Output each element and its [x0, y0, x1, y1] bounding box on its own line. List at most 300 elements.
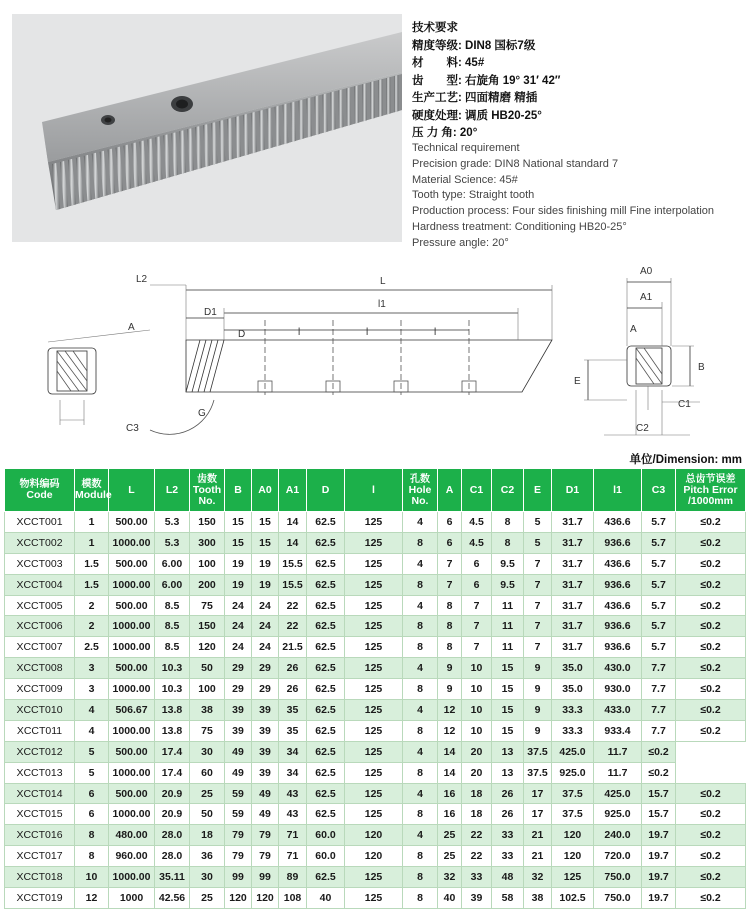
- table-cell: 5.7: [642, 574, 676, 595]
- table-cell: 750.0: [594, 888, 642, 909]
- table-cell: ≤0.2: [676, 783, 746, 804]
- cell-code: XCCT011: [5, 720, 75, 741]
- table-cell: 15: [492, 700, 524, 721]
- rack-tooth: [386, 77, 390, 114]
- table-cell: 28.0: [155, 825, 190, 846]
- table-cell: 25: [438, 825, 462, 846]
- column-header: [462, 469, 492, 512]
- table-cell: 62.5: [307, 700, 345, 721]
- table-cell: 50: [190, 804, 225, 825]
- table-cell: 8: [438, 637, 462, 658]
- table-cell: 12: [438, 700, 462, 721]
- table-cell: 20.9: [155, 804, 190, 825]
- table-cell: 436.6: [594, 553, 642, 574]
- table-cell: 19.7: [642, 867, 676, 888]
- table-cell: 4: [403, 512, 438, 533]
- table-cell: 33.3: [552, 700, 594, 721]
- table-cell: 125: [345, 616, 403, 637]
- table-cell: 18: [462, 783, 492, 804]
- table-cell: 5: [75, 762, 109, 783]
- table-cell: 20.9: [155, 783, 190, 804]
- table-cell: 17.4: [155, 762, 190, 783]
- table-cell: 14: [279, 532, 307, 553]
- table-cell: 22: [279, 595, 307, 616]
- table-cell: 25: [190, 888, 225, 909]
- table-cell: 60: [190, 762, 225, 783]
- table-cell: 6: [75, 804, 109, 825]
- table-cell: 8: [403, 720, 438, 741]
- cell-code: XCCT009: [5, 679, 75, 700]
- table-cell: 31.7: [552, 512, 594, 533]
- table-cell: 6: [438, 512, 462, 533]
- table-cell: 22: [462, 825, 492, 846]
- table-header-row: [5, 469, 746, 512]
- column-header: [676, 469, 746, 512]
- table-cell: 14: [438, 762, 462, 783]
- column-header-en: l1: [613, 483, 622, 496]
- table-cell: 19: [252, 574, 279, 595]
- table-cell: 62.5: [307, 637, 345, 658]
- table-cell: 7: [524, 595, 552, 616]
- table-cell: 5.7: [642, 616, 676, 637]
- rack-tooth: [338, 89, 343, 128]
- table-cell: 6.00: [155, 574, 190, 595]
- table-cell: 79: [252, 846, 279, 867]
- column-header-en: A: [445, 483, 454, 496]
- table-cell: 12: [75, 888, 109, 909]
- table-cell: 39: [462, 888, 492, 909]
- table-cell: 15: [225, 512, 252, 533]
- table-cell: 71: [279, 846, 307, 867]
- column-header: [524, 469, 552, 512]
- table-cell: 31.7: [552, 553, 594, 574]
- table-cell: 4: [403, 553, 438, 574]
- table-cell: 436.6: [594, 595, 642, 616]
- table-cell: 1000.00: [109, 679, 155, 700]
- table-cell: 8: [403, 637, 438, 658]
- table-cell: 39: [252, 741, 279, 762]
- table-cell: 16: [438, 804, 462, 825]
- column-header-en: L: [128, 483, 135, 496]
- column-header: [155, 469, 190, 512]
- table-cell: 9: [438, 679, 462, 700]
- table-cell: 22: [462, 846, 492, 867]
- table-cell: 7: [438, 553, 462, 574]
- table-cell: 1000.00: [109, 867, 155, 888]
- spec-cn-line: 精度等级: DIN8 国标7级: [412, 39, 536, 52]
- column-header: [279, 469, 307, 512]
- table-cell: 39: [225, 720, 252, 741]
- column-header: [552, 469, 594, 512]
- table-cell: 49: [225, 762, 252, 783]
- table-cell: 14: [279, 512, 307, 533]
- table-cell: 19.7: [642, 825, 676, 846]
- column-header-en: Code: [26, 489, 53, 501]
- label-C1: C1: [678, 399, 691, 410]
- rack-tooth: [370, 81, 375, 119]
- table-cell: 71: [279, 825, 307, 846]
- table-cell: 35.0: [552, 679, 594, 700]
- table-cell: 7: [524, 616, 552, 637]
- label-l: l: [298, 327, 301, 338]
- label-C2: C2: [636, 423, 649, 434]
- table-cell: 62.5: [307, 574, 345, 595]
- table-cell: 8.5: [155, 616, 190, 637]
- table-cell: 240.0: [594, 825, 642, 846]
- table-cell: 62.5: [307, 783, 345, 804]
- top-section: [0, 0, 750, 249]
- table-cell: 39: [252, 762, 279, 783]
- column-header: [438, 469, 462, 512]
- column-header: [642, 469, 676, 512]
- table-cell: 19: [252, 553, 279, 574]
- column-header-en: D: [321, 483, 330, 496]
- label-B: B: [698, 362, 705, 373]
- table-cell: 7: [524, 553, 552, 574]
- table-cell: 35.0: [552, 658, 594, 679]
- spec-cn-line: 齿 型: 右旋角 19° 31′ 42″: [412, 74, 561, 87]
- cell-code: XCCT017: [5, 846, 75, 867]
- table-cell: 26: [492, 783, 524, 804]
- rack-tooth: [354, 85, 359, 123]
- table-cell: 30: [190, 867, 225, 888]
- table-cell: 425.0: [552, 741, 594, 762]
- table-cell: 433.0: [594, 700, 642, 721]
- table-cell: 40: [307, 888, 345, 909]
- table-cell: 8: [403, 846, 438, 867]
- table-cell: 430.0: [594, 658, 642, 679]
- label-A-right: A: [630, 324, 637, 335]
- table-cell: 4.5: [462, 532, 492, 553]
- table-cell: 62.5: [307, 867, 345, 888]
- table-cell: 49: [252, 804, 279, 825]
- table-cell: 4: [403, 825, 438, 846]
- table-cell: ≤0.2: [676, 512, 746, 533]
- table-cell: 10: [462, 658, 492, 679]
- table-cell: 7.7: [642, 700, 676, 721]
- table-cell: 750.0: [594, 867, 642, 888]
- table-cell: 11: [492, 637, 524, 658]
- table-cell: 62.5: [307, 512, 345, 533]
- table-cell: 3: [75, 658, 109, 679]
- table-cell: 9: [524, 658, 552, 679]
- label-A1: A1: [640, 292, 653, 303]
- table-cell: 500.00: [109, 512, 155, 533]
- label-l1: l1: [378, 299, 386, 310]
- table-cell: 8.5: [155, 637, 190, 658]
- table-cell: 120: [345, 846, 403, 867]
- table-cell: 62.5: [307, 720, 345, 741]
- table-row: [5, 867, 746, 888]
- table-cell: 24: [252, 595, 279, 616]
- table-cell: 40: [438, 888, 462, 909]
- table-cell: 10: [462, 679, 492, 700]
- table-cell: 120: [225, 888, 252, 909]
- table-cell: 17: [524, 804, 552, 825]
- table-cell: 7: [438, 574, 462, 595]
- table-cell: 21.5: [279, 637, 307, 658]
- table-cell: 8: [403, 762, 438, 783]
- table-cell: 5: [524, 512, 552, 533]
- table-cell: 6: [462, 553, 492, 574]
- table-cell: 10.3: [155, 658, 190, 679]
- column-header: [345, 469, 403, 512]
- column-header: [109, 469, 155, 512]
- cell-code: XCCT019: [5, 888, 75, 909]
- table-cell: 720.0: [594, 846, 642, 867]
- table-cell: 8: [492, 512, 524, 533]
- table-cell: 125: [345, 679, 403, 700]
- table-cell: 99: [252, 867, 279, 888]
- table-cell: 19: [225, 574, 252, 595]
- product-photo: [12, 14, 402, 242]
- table-cell: 37.5: [552, 783, 594, 804]
- spec-cn-line: 硬度处理: 调质 HB20-25°: [412, 109, 542, 122]
- cell-code: XCCT001: [5, 512, 75, 533]
- table-cell: 4: [403, 741, 438, 762]
- table-cell: 8: [75, 846, 109, 867]
- table-cell: ≤0.2: [676, 825, 746, 846]
- table-cell: 38: [524, 888, 552, 909]
- table-cell: 7: [524, 637, 552, 658]
- table-cell: 28.0: [155, 846, 190, 867]
- table-row: [5, 720, 746, 741]
- table-cell: 500.00: [109, 553, 155, 574]
- table-cell: ≤0.2: [676, 532, 746, 553]
- spec-en-line: Pressure angle: 20°: [412, 236, 509, 249]
- table-cell: 21: [524, 846, 552, 867]
- table-cell: 59: [225, 804, 252, 825]
- table-cell: 506.67: [109, 700, 155, 721]
- table-cell: 58: [492, 888, 524, 909]
- table-cell: ≤0.2: [676, 553, 746, 574]
- column-header: [492, 469, 524, 512]
- rack-tooth: [394, 75, 398, 112]
- table-cell: 9: [524, 720, 552, 741]
- table-cell: 49: [252, 783, 279, 804]
- spec-cn-line: 材 料: 45#: [412, 57, 485, 69]
- table-cell: ≤0.2: [676, 804, 746, 825]
- table-cell: 1000: [109, 888, 155, 909]
- left-section-view: [48, 330, 150, 425]
- table-cell: 936.6: [594, 637, 642, 658]
- column-header-en: l: [372, 483, 375, 496]
- table-cell: 79: [225, 846, 252, 867]
- table-cell: ≤0.2: [676, 595, 746, 616]
- table-cell: 75: [190, 720, 225, 741]
- table-cell: 60.0: [307, 825, 345, 846]
- rack-tooth: [362, 83, 367, 121]
- table-cell: 37.5: [552, 804, 594, 825]
- table-cell: 8: [438, 616, 462, 637]
- table-cell: 11: [492, 616, 524, 637]
- table-cell: 15: [252, 512, 279, 533]
- table-cell: 13.8: [155, 700, 190, 721]
- table-cell: 5: [75, 741, 109, 762]
- cell-code: XCCT018: [5, 867, 75, 888]
- table-cell: 33.3: [552, 720, 594, 741]
- column-header-cn: 孔数: [410, 473, 430, 485]
- table-cell: ≤0.2: [676, 700, 746, 721]
- table-cell: 26: [279, 658, 307, 679]
- table-cell: 8: [403, 804, 438, 825]
- cell-code: XCCT004: [5, 574, 75, 595]
- table-cell: 24: [252, 616, 279, 637]
- table-cell: 39: [225, 700, 252, 721]
- label-E: E: [574, 376, 581, 387]
- table-cell: 21: [524, 825, 552, 846]
- table-cell: 125: [552, 867, 594, 888]
- spec-en-line: Material Science: 45#: [412, 173, 518, 186]
- table-row: [5, 825, 746, 846]
- table-cell: 29: [225, 658, 252, 679]
- table-cell: 33: [462, 867, 492, 888]
- table-cell: 5: [524, 532, 552, 553]
- table-cell: 49: [225, 741, 252, 762]
- table-cell: 2: [75, 616, 109, 637]
- table-cell: 425.0: [594, 783, 642, 804]
- table-cell: 936.6: [594, 574, 642, 595]
- cell-code: XCCT006: [5, 616, 75, 637]
- table-cell: 5.7: [642, 553, 676, 574]
- table-cell: 125: [345, 658, 403, 679]
- table-cell: 930.0: [594, 679, 642, 700]
- table-cell: 15: [252, 532, 279, 553]
- table-row: [5, 574, 746, 595]
- table-cell: 34: [279, 741, 307, 762]
- rack-tooth: [378, 79, 382, 117]
- label-D: D: [238, 329, 246, 340]
- table-cell: 5.7: [642, 595, 676, 616]
- table-cell: 1000.00: [109, 637, 155, 658]
- table-cell: 500.00: [109, 658, 155, 679]
- table-cell: 125: [345, 574, 403, 595]
- table-cell: 29: [252, 658, 279, 679]
- table-cell: 125: [345, 700, 403, 721]
- column-header-cn: 模数: [81, 479, 102, 490]
- table-cell: 50: [190, 658, 225, 679]
- table-cell: ≤0.2: [676, 888, 746, 909]
- rack-tooth: [346, 87, 351, 126]
- table-cell: 31.7: [552, 637, 594, 658]
- spec-en-line: Technical requirement: [412, 142, 520, 154]
- table-cell: 15.5: [279, 553, 307, 574]
- table-cell: 13: [492, 741, 524, 762]
- table-row: [5, 658, 746, 679]
- table-cell: 936.6: [594, 532, 642, 553]
- table-cell: ≤0.2: [676, 720, 746, 741]
- table-cell: 20: [462, 741, 492, 762]
- spec-en-line: Hardness treatment: Conditioning HB20-25°: [412, 220, 627, 233]
- spec-table: [4, 468, 746, 909]
- table-cell: 125: [345, 762, 403, 783]
- table-cell: 75: [190, 595, 225, 616]
- table-row: [5, 804, 746, 825]
- table-cell: 6: [462, 574, 492, 595]
- table-cell: 34: [279, 762, 307, 783]
- table-cell: 43: [279, 783, 307, 804]
- table-cell: 5.3: [155, 512, 190, 533]
- table-cell: 5.3: [155, 532, 190, 553]
- table-cell: 6.00: [155, 553, 190, 574]
- table-row: [5, 888, 746, 909]
- table-cell: 18: [190, 825, 225, 846]
- spec-en-line: Production process: Four sides finishing mill Fine interpolation: [412, 205, 715, 218]
- table-cell: 15.7: [642, 804, 676, 825]
- table-cell: 480.00: [109, 825, 155, 846]
- column-header: [594, 469, 642, 512]
- table-cell: 38: [190, 700, 225, 721]
- column-header-en: B: [234, 483, 242, 496]
- table-cell: 42.56: [155, 888, 190, 909]
- table-cell: 500.00: [109, 741, 155, 762]
- table-cell: 4: [403, 658, 438, 679]
- table-cell: 24: [225, 616, 252, 637]
- table-cell: 1000.00: [109, 762, 155, 783]
- table-cell: 37.5: [524, 741, 552, 762]
- table-cell: 125: [345, 867, 403, 888]
- table-cell: ≤0.2: [676, 616, 746, 637]
- table-cell: 19.7: [642, 888, 676, 909]
- table-cell: 15: [492, 679, 524, 700]
- column-header-en: L2: [165, 483, 179, 496]
- spec-cn-title: 技术要求: [412, 22, 458, 34]
- table-cell: 8.5: [155, 595, 190, 616]
- table-cell: 15.7: [642, 783, 676, 804]
- table-cell: 102.5: [552, 888, 594, 909]
- unit-label: 单位/Dimension: mm: [629, 454, 742, 466]
- table-cell: 125: [345, 532, 403, 553]
- table-cell: 7: [462, 637, 492, 658]
- table-cell: ≤0.2: [676, 846, 746, 867]
- label-A0: A0: [640, 266, 653, 277]
- table-row: [5, 553, 746, 574]
- table-cell: 925.0: [594, 804, 642, 825]
- table-cell: 8: [403, 574, 438, 595]
- table-cell: 1000.00: [109, 574, 155, 595]
- table-cell: 36: [190, 846, 225, 867]
- column-header-en: Pitch Error /1000mm: [683, 483, 738, 507]
- table-cell: 62.5: [307, 532, 345, 553]
- table-cell: 500.00: [109, 595, 155, 616]
- table-cell: 11.7: [594, 762, 642, 783]
- cell-code: XCCT016: [5, 825, 75, 846]
- table-cell: 4: [403, 595, 438, 616]
- table-cell: ≤0.2: [676, 867, 746, 888]
- rack-tooth: [330, 91, 335, 130]
- column-header: [307, 469, 345, 512]
- table-cell: 10: [462, 700, 492, 721]
- column-header-en: D1: [565, 483, 580, 496]
- table-cell: 29: [225, 679, 252, 700]
- cell-code: XCCT003: [5, 553, 75, 574]
- table-cell: 1000.00: [109, 532, 155, 553]
- table-cell: 62.5: [307, 741, 345, 762]
- table-cell: 25: [438, 846, 462, 867]
- table-cell: 35: [279, 720, 307, 741]
- table-cell: 24: [252, 637, 279, 658]
- table-cell: 125: [345, 741, 403, 762]
- table-row: [5, 783, 746, 804]
- table-cell: 125: [345, 888, 403, 909]
- table-cell: 125: [345, 720, 403, 741]
- table-cell: 933.4: [594, 720, 642, 741]
- table-cell: 24: [225, 595, 252, 616]
- table-cell: 19.7: [642, 846, 676, 867]
- column-header: [252, 469, 279, 512]
- table-cell: 10.3: [155, 679, 190, 700]
- table-cell: 20: [462, 762, 492, 783]
